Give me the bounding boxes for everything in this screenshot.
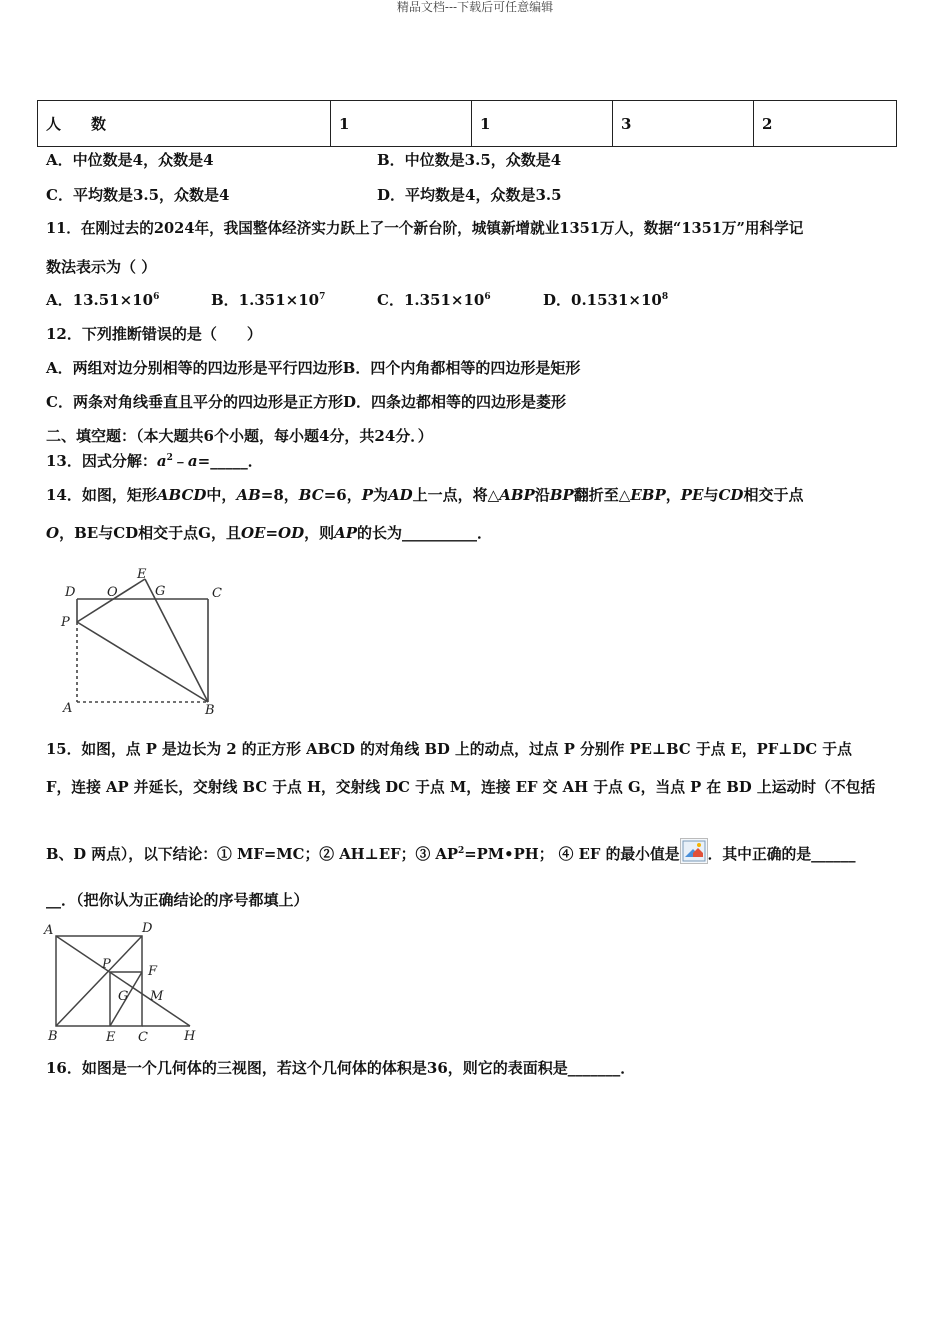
table-cell: 2 (754, 101, 897, 147)
fig15-label: P (102, 957, 111, 972)
q15-stem-line2: F，连接 AP 并延长，交射线 BC 于点 H，交射线 DC 于点 M，连接 EF 交 AH 于点 G，当点 P 在 BD 上运动时（不包括 (46, 779, 876, 796)
q10-option-b: B．中位数是3.5，众数是4 (377, 151, 562, 169)
page-header: 精品文档---下载后可任意编辑 (396, 0, 554, 14)
q14-figure (55, 562, 235, 722)
fig15-label: M (150, 989, 164, 1004)
q12-options-cd: C．两条对角线垂直且平分的四边形是正方形D．四条边都相等的四边形是菱形 (46, 393, 566, 411)
fig14-label: D (65, 585, 76, 600)
q12-options-ab: A．两组对边分别相等的四边形是平行四边形B．四个内角都相等的四边形是矩形 (46, 359, 581, 377)
q15-stem-line1: 15．如图，点 P 是边长为 2 的正方形 ABCD 的对角线 BD 上的动点，过点 P 分别作 PE⊥BC 于点 E，PF⊥DC 于点 (46, 741, 852, 758)
fig14-label: P (61, 615, 70, 630)
broken-image-icon (680, 838, 708, 864)
fig14-label: E (137, 567, 147, 582)
fig15-label: B (48, 1029, 58, 1044)
fig14-label: O (107, 585, 118, 600)
q14-stem-line1: 14．如图，矩形ABCD中，AB=8，BC=6，P为AD上一点，将△ABP沿BP翻折至△EBP，PE与CD相交于点 (46, 486, 804, 504)
q16-stem: 16．如图是一个几何体的三视图，若这个几何体的体积是36，则它的表面积是_______． (46, 1059, 636, 1077)
table-cell: 3 (613, 101, 754, 147)
q11-option-b: B．$1.351\times 10^7$ (211, 291, 326, 309)
fig14-label: A (63, 701, 73, 716)
data-table (37, 100, 897, 147)
fig14-label: C (212, 586, 222, 601)
fig14-label: B (205, 703, 215, 718)
q10-option-d: D．平均数是4，众数是3.5 (377, 186, 562, 204)
q11-stem-line1: 11．在刚过去的2024年，我国整体经济实力跃上了一个新台阶，城镇新增就业1351万人，数据“1351万”用科学记 (46, 220, 804, 237)
fig15-label: H (184, 1029, 196, 1044)
q11-stem-line2: 数法表示为（ ） (46, 258, 157, 276)
q10-option-a: A．中位数是4，众数是4 (46, 151, 214, 169)
q13-stem: 13．因式分解：$a^2﹣a=\_\_\_\_\_$． (46, 452, 263, 470)
table-row (38, 101, 897, 147)
fig15-label: E (106, 1030, 116, 1045)
fig15-label: D (142, 921, 153, 936)
table-cell: 1 (472, 101, 613, 147)
fig14-label: G (155, 584, 166, 599)
q11-option-a: A．$13.51\times 10^6$ (46, 291, 160, 309)
q15-stem-line3: B、D 两点），以下结论：① MF=MC；② AH⊥EF；③ $AP^2=PM•PH$； ④ EF 的最小值是 ．其中正确的是______ (46, 838, 856, 865)
q11-option-c: C．$1.351\times 10^6$ (377, 291, 491, 309)
q12-stem: 12．下列推断错误的是（ ） (46, 325, 262, 343)
q15-figure (40, 920, 205, 1048)
table-cell: 人 数 (38, 101, 331, 147)
q11-option-d: D．$0.1531\times 10^8$ (543, 291, 669, 309)
section-title: 二、填空题：（本大题共6个小题，每小题4分，共24分．） (46, 427, 433, 445)
q15-stem-line4: __．（把你认为正确结论的序号都填上） (46, 891, 309, 909)
fig15-label: F (148, 964, 158, 979)
q14-stem-line2: O，BE与CD相交于点G，且OE=OD，则AP的长为__________． (46, 524, 493, 542)
fig15-label: A (44, 923, 54, 938)
fig15-label: C (138, 1030, 148, 1045)
q10-option-c: C．平均数是3.5，众数是4 (46, 186, 230, 204)
fig15-label: G (118, 989, 129, 1004)
table-cell: 1 (331, 101, 472, 147)
